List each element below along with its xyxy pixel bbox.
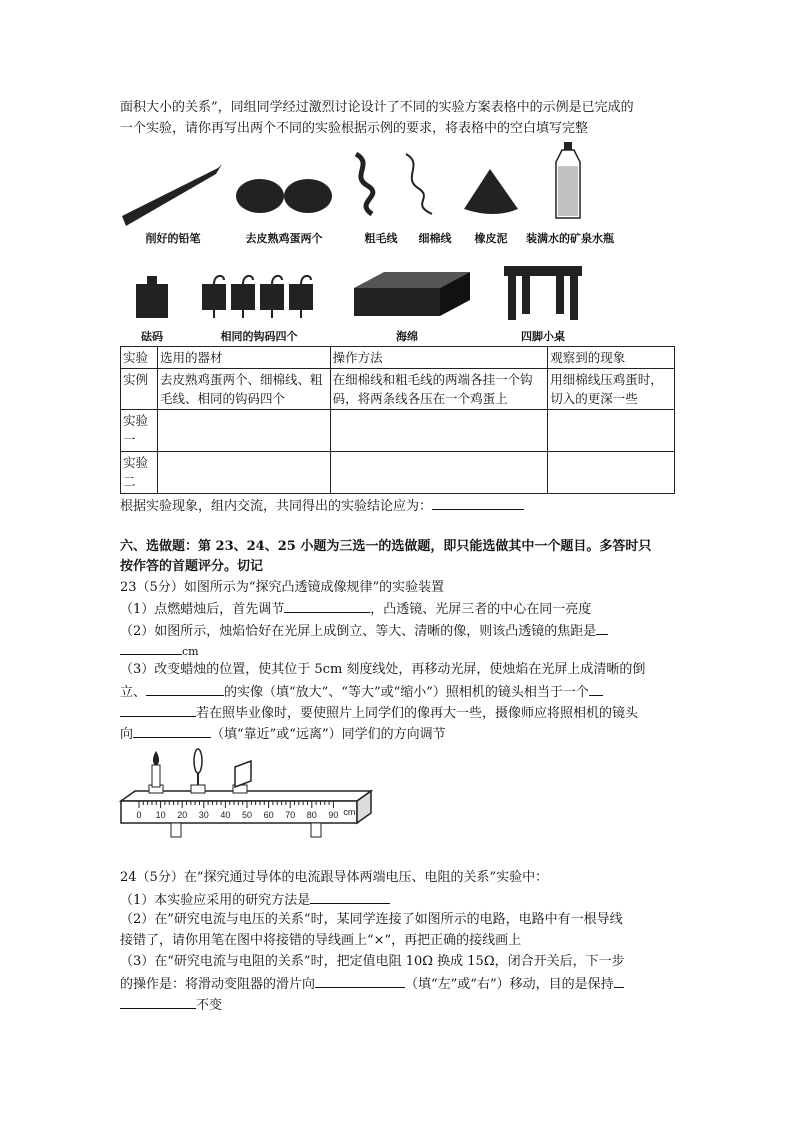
answer-blank[interactable] bbox=[310, 889, 390, 904]
scale-label: 50 bbox=[241, 810, 253, 820]
table-cell: 在细棉线和粗毛线的两端各挂一个钩码，将两条线各压在一个鸡蛋上 bbox=[330, 369, 548, 410]
pencil-image bbox=[118, 160, 228, 230]
scale-label: 90 bbox=[328, 810, 339, 820]
table-cell: 去皮熟鸡蛋两个、细棉线、粗毛线、相同的钩码四个 bbox=[157, 369, 330, 410]
plasticine-image bbox=[460, 165, 522, 221]
answer-cell[interactable] bbox=[157, 410, 330, 452]
table-header-row bbox=[121, 347, 675, 369]
scale-label: 70 bbox=[285, 810, 296, 820]
scale-label: 30 bbox=[198, 810, 209, 820]
intro-line-1: 面积大小的关系”，同组同学经过激烈讨论设计了不同的实验方案表格中的示例是已完成的 bbox=[120, 100, 634, 115]
optical-bench-image bbox=[115, 745, 375, 845]
q24-part3-line3 bbox=[120, 994, 680, 1016]
q24-part2-line2: 接错了，请你用笔在图中将接错的导线画上“×”，再把正确的接线画上 bbox=[120, 933, 522, 948]
answer-blank[interactable] bbox=[146, 681, 224, 696]
caption-pencil: 削好的铅笔 bbox=[145, 232, 201, 245]
q24-part2-line1: （2）在”研究电流与电压的关系“时，某同学连接了如图所示的电路，电路中有一根导线 bbox=[120, 912, 623, 927]
answer-blank[interactable] bbox=[614, 973, 624, 988]
q23-stem: 23（5分）如图所示为“探究凸透镜成像规律”的实验装置 bbox=[120, 580, 445, 595]
scale-label: 20 bbox=[177, 810, 188, 820]
q23-part3-line4 bbox=[120, 723, 680, 745]
table-header: 观察到的现象 bbox=[548, 347, 675, 369]
answer-cell[interactable] bbox=[330, 410, 548, 452]
caption-sponge: 海绵 bbox=[396, 330, 418, 343]
conclusion-text: 根据实验现象，组内交流，共同得出的实验结论应为： bbox=[120, 499, 433, 514]
q23-part3-text: 向 bbox=[120, 727, 134, 742]
table-cell: 用细棉线压鸡蛋时，切入的更深一些 bbox=[548, 369, 675, 410]
answer-blank[interactable] bbox=[596, 620, 608, 635]
caption-thin-thread: 细棉线 bbox=[418, 232, 452, 245]
scale-label: 60 bbox=[263, 810, 274, 820]
q23-part3-line3 bbox=[120, 702, 680, 724]
table-header: 操作方法 bbox=[330, 347, 548, 369]
scale-label: 0 bbox=[136, 810, 142, 820]
answer-cell[interactable] bbox=[548, 452, 675, 494]
table-cell: 实验一 bbox=[121, 410, 158, 452]
hook-weights-image bbox=[198, 270, 322, 322]
caption-thick-yarn: 粗毛线 bbox=[364, 232, 398, 245]
intro-line-2: 一个实验，请你再写出两个不同的实验根据示例的要求，将表格中的空白填写完整 bbox=[120, 121, 589, 136]
table-header: 实验 bbox=[121, 347, 158, 369]
q23-part1-text-end: ，凸透镜、光屏三者的中心在同一亮度 bbox=[370, 602, 592, 617]
answer-blank[interactable] bbox=[120, 640, 182, 655]
q24-part3-line2 bbox=[120, 973, 680, 995]
q24-part3-text: （填“左”或“右”）移动，目的是保持 bbox=[405, 977, 614, 992]
table-header: 选用的器材 bbox=[157, 347, 330, 369]
q24-part1-text: （1）本实验应采用的研究方法是 bbox=[120, 893, 311, 908]
weight-image bbox=[132, 274, 172, 320]
sponge-image bbox=[350, 268, 475, 320]
thin-thread-image bbox=[398, 150, 448, 220]
answer-blank[interactable] bbox=[589, 681, 603, 696]
water-bottle-image bbox=[548, 140, 588, 222]
section-title-line-1: 六、选做题：第 23、24、25 小题为三选一的选做题，即只能选做其中一个题目。多答时只 bbox=[120, 539, 652, 554]
caption-weight: 砝码 bbox=[141, 330, 163, 343]
thick-yarn-image bbox=[344, 150, 394, 220]
table-row bbox=[121, 410, 675, 452]
answer-blank[interactable] bbox=[120, 702, 196, 717]
caption-hook-weights: 相同的钩码四个 bbox=[220, 330, 298, 343]
section-title-line-2: 按作答的首题评分。切记 bbox=[120, 559, 264, 574]
small-table-image bbox=[500, 264, 586, 322]
q23-part1-text: （1）点燃蜡烛后，首先调节 bbox=[120, 602, 285, 617]
q24-part3-line1: （3）在“研究电流与电阻的关系”时，把定值电阻 10Ω 换成 15Ω，闭合开关后，下一步 bbox=[120, 954, 625, 969]
q23-part2-text: （2）如图所示，烛焰恰好在光屏上成倒立、等大、清晰的像，则该凸透镜的焦距是 bbox=[120, 624, 597, 639]
answer-blank[interactable] bbox=[133, 723, 211, 738]
answer-blank[interactable] bbox=[432, 495, 524, 510]
scale-label: 10 bbox=[155, 810, 166, 820]
scale-unit: cm bbox=[343, 807, 356, 817]
caption-plasticine: 橡皮泥 bbox=[474, 232, 508, 245]
q23-part1 bbox=[120, 598, 680, 620]
scale-label: 40 bbox=[220, 810, 231, 820]
table-row bbox=[121, 369, 675, 410]
q24-part1 bbox=[120, 889, 680, 911]
answer-cell[interactable] bbox=[330, 452, 548, 494]
caption-water-bottle: 装满水的矿泉水瓶 bbox=[526, 232, 614, 245]
q23-part3-text: 若在照毕业像时，要使照片上同学们的像再大一些，摄像师应将照相机的镜头 bbox=[196, 706, 639, 721]
scale-label: 80 bbox=[306, 810, 317, 820]
table-row bbox=[121, 452, 675, 494]
q23-unit: cm bbox=[182, 645, 199, 658]
caption-eggs: 去皮熟鸡蛋两个 bbox=[245, 232, 323, 245]
q23-part3-line2 bbox=[120, 681, 680, 703]
q24-part3-text: 的操作是：将滑动变阻器的滑片向 bbox=[120, 977, 316, 992]
q23-part3-text: （填“靠近”或“远离”）同学们的方向调节 bbox=[211, 727, 446, 742]
answer-blank[interactable] bbox=[120, 994, 196, 1009]
q23-part3-text: 立、 bbox=[120, 685, 147, 700]
q23-part2 bbox=[120, 620, 680, 642]
table-cell: 实验二 bbox=[121, 452, 158, 494]
answer-blank[interactable] bbox=[284, 598, 370, 613]
table-cell: 实例 bbox=[121, 369, 158, 410]
q23-part3-text: 的实像（填“放大”、“等大”或“缩小”）照相机的镜头相当于一个 bbox=[224, 685, 589, 700]
q23-part3-line1: （3）改变蜡烛的位置，使其位于 5cm 刻度线处，再移动光屏，使烛焰在光屏上成清晰的倒 bbox=[120, 662, 646, 677]
q24-part3-text: 不变 bbox=[196, 998, 223, 1013]
caption-small-table: 四脚小桌 bbox=[521, 330, 565, 343]
answer-blank[interactable] bbox=[315, 973, 405, 988]
q23-part2-cont bbox=[120, 640, 680, 662]
answer-cell[interactable] bbox=[548, 410, 675, 452]
answer-cell[interactable] bbox=[157, 452, 330, 494]
eggs-image bbox=[234, 176, 334, 218]
conclusion-line bbox=[120, 495, 680, 517]
q24-stem: 24（5分）在“探究通过导体的电流跟导体两端电压、电阻的关系”实验中： bbox=[120, 870, 549, 885]
experiment-table bbox=[120, 346, 675, 494]
